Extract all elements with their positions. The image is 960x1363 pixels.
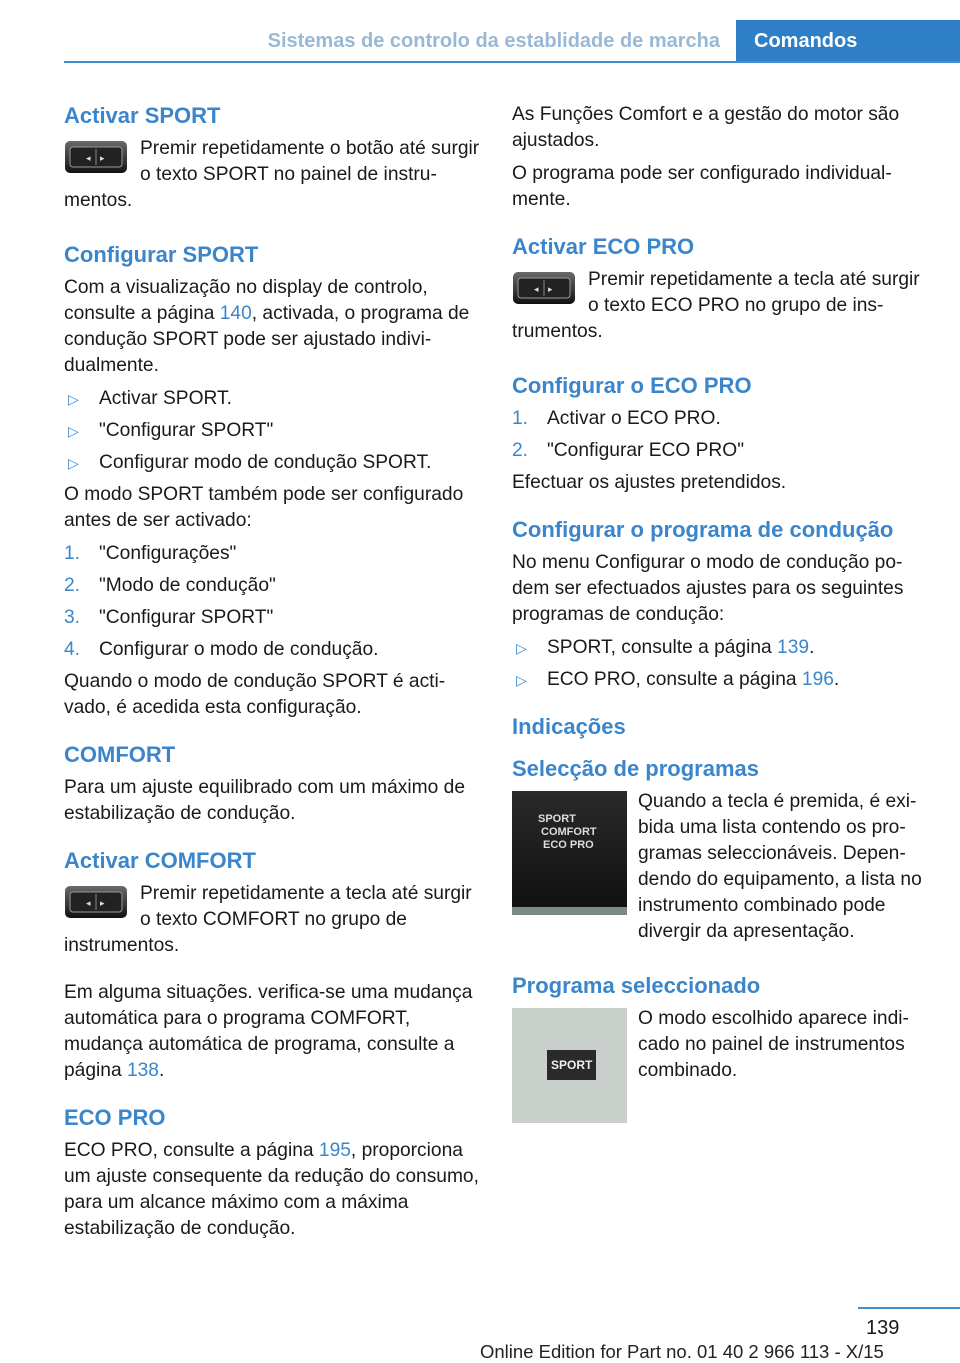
heading-indicacoes: Indicações [512, 714, 626, 739]
text-activar-eco-pro: Premir repetidamente a tecla até surgir o texto ECO PRO no grupo de instrumentos. [512, 269, 920, 342]
header-rule [64, 61, 960, 63]
triangle-bullet-icon: ▷ [516, 640, 527, 656]
text-configurar-sport-mid: O modo SPORT também pode ser configurado antes de ser activado: [64, 484, 464, 531]
text-activar-comfort: Premir repetidamente a tecla até surgir o texto COMFORT no grupo de instrumentos. [64, 883, 472, 956]
heading-configurar-eco-pro: Configurar o ECO PRO [512, 373, 752, 398]
heading-seleccao-programas: Selecção de programas [512, 756, 760, 781]
text-comfort: Para um ajuste equilibrado com um máximo de estabilização de condução. [64, 777, 465, 824]
section-activar-comfort [64, 847, 480, 1084]
list-item: ▷ ECO PRO, consulte a página 196. [512, 667, 928, 693]
section-comfort [64, 741, 480, 827]
text-programa-seleccionado: O modo escolhido aparece indicado no painel de instrumentos combinado. [638, 1008, 909, 1081]
section-eco-pro [64, 1104, 480, 1242]
selected-program-display-image [512, 1008, 627, 1123]
heading-configurar-programa: Configurar o programa de condução [512, 517, 894, 542]
text-configurar-sport-intro: Com a visualização no display de controlo, consulte a página 140, activada, o programa de condução SPORT pode ser ajustado individualmente. [64, 277, 470, 376]
mode-button-icon [512, 270, 576, 306]
section-configurar-programa [512, 516, 928, 693]
display-line-comfort: COMFORT [541, 826, 597, 838]
edition-footer: Online Edition for Part no. 01 40 2 966 113 - X/15 [480, 1341, 884, 1362]
left-column [64, 102, 480, 1262]
step-list-sport [64, 541, 480, 663]
text-configurar-eco-outro: Efectuar os ajustes pretendidos. [512, 472, 787, 493]
text-comfort-note: Em alguma situações. verifica-se uma mudança automática para o programa COMFORT, mudança automática de programa, consulte a página 138. [64, 982, 473, 1081]
list-item: 2. "Configurar ECO PRO" [512, 440, 745, 461]
running-header-section: Sistemas de controlo da establidade de marcha [267, 30, 720, 52]
list-item: 2. "Modo de condução" [64, 575, 276, 596]
display-line-eco-pro: ECO PRO [543, 839, 594, 851]
text-intro-2: O programa pode ser configurado individualmente. [512, 163, 892, 210]
list-item: 4. Configurar o modo de condução. [64, 639, 379, 660]
list-item: 3. "Configurar SPORT" [64, 607, 274, 628]
section-programa-seleccionado [512, 972, 928, 1129]
svg-text:▸: ▸ [100, 899, 105, 909]
step-list-eco [512, 406, 928, 464]
bullet-list-programas [512, 635, 928, 693]
list-item: ▷ SPORT, consulte a página 139. [512, 635, 928, 661]
list-item: 1. "Configurações" [64, 543, 237, 564]
page-link-139[interactable]: 139 [777, 637, 810, 658]
page-link-138[interactable]: 138 [126, 1060, 159, 1081]
mode-button-icon [64, 884, 128, 920]
svg-text:◂: ◂ [534, 285, 539, 295]
list-item: ▷ Activar SPORT. [64, 386, 480, 412]
text-configurar-sport-outro: Quando o modo de condução SPORT é activado, é acedida esta configuração. [64, 671, 446, 718]
heading-comfort: COMFORT [64, 742, 176, 767]
heading-configurar-sport: Configurar SPORT [64, 242, 259, 267]
text-configurar-programa: No menu Configurar o modo de condução podem ser efectuados ajustes para os seguintes programas de condução: [512, 552, 904, 625]
heading-activar-sport: Activar SPORT [64, 103, 221, 128]
mode-button-icon [64, 139, 128, 175]
page-link-140[interactable]: 140 [219, 303, 252, 324]
section-activar-eco-pro [512, 233, 928, 352]
text-eco-pro: ECO PRO, consulte a página 195, proporciona um ajuste consequente da redução do consumo, para um alcance máximo com a máxima estabilização de condução. [64, 1140, 479, 1239]
footer-rule [858, 1307, 960, 1309]
page-link-195[interactable]: 195 [318, 1140, 351, 1161]
section-configurar-sport [64, 241, 480, 721]
right-column [512, 102, 928, 1149]
sport-badge: SPORT [547, 1050, 596, 1080]
list-item: ▷ Configurar modo de condução SPORT. [64, 450, 480, 476]
heading-activar-eco-pro: Activar ECO PRO [512, 234, 695, 259]
heading-eco-pro: ECO PRO [64, 1105, 166, 1130]
svg-text:▸: ▸ [548, 285, 553, 295]
section-configurar-eco-pro [512, 372, 928, 496]
heading-programa-seleccionado: Programa seleccionado [512, 973, 761, 998]
triangle-bullet-icon: ▷ [68, 391, 79, 407]
display-line-sport: SPORT [538, 813, 576, 825]
triangle-bullet-icon: ▷ [68, 423, 79, 439]
text-intro-1: As Funções Comfort e a gestão do motor são ajustados. [512, 104, 900, 151]
triangle-bullet-icon: ▷ [68, 455, 79, 471]
list-item: ▷ "Configurar SPORT" [64, 418, 480, 444]
bullet-list-sport [64, 386, 480, 476]
svg-text:◂: ◂ [86, 154, 91, 164]
page-number: 139 [866, 1317, 900, 1339]
triangle-bullet-icon: ▷ [516, 672, 527, 688]
running-header-tab: Comandos [736, 20, 960, 63]
svg-text:▸: ▸ [100, 154, 105, 164]
program-list-display-image [512, 791, 627, 915]
section-activar-sport [64, 102, 480, 221]
svg-text:◂: ◂ [86, 899, 91, 909]
text-seleccao-programas: Quando a tecla é premida, é exibida uma lista contendo os programas seleccionáveis. Dependendo do equipamento, a lista no instrumento combinado pode divergir da apresentação. [638, 791, 922, 942]
text-activar-sport: Premir repetidamente o botão até surgir o texto SPORT no painel de instrumentos. [64, 138, 480, 211]
list-item: 1. Activar o ECO PRO. [512, 408, 721, 429]
page-link-196[interactable]: 196 [801, 669, 834, 690]
heading-activar-comfort: Activar COMFORT [64, 848, 256, 873]
section-seleccao-programas [512, 755, 928, 952]
